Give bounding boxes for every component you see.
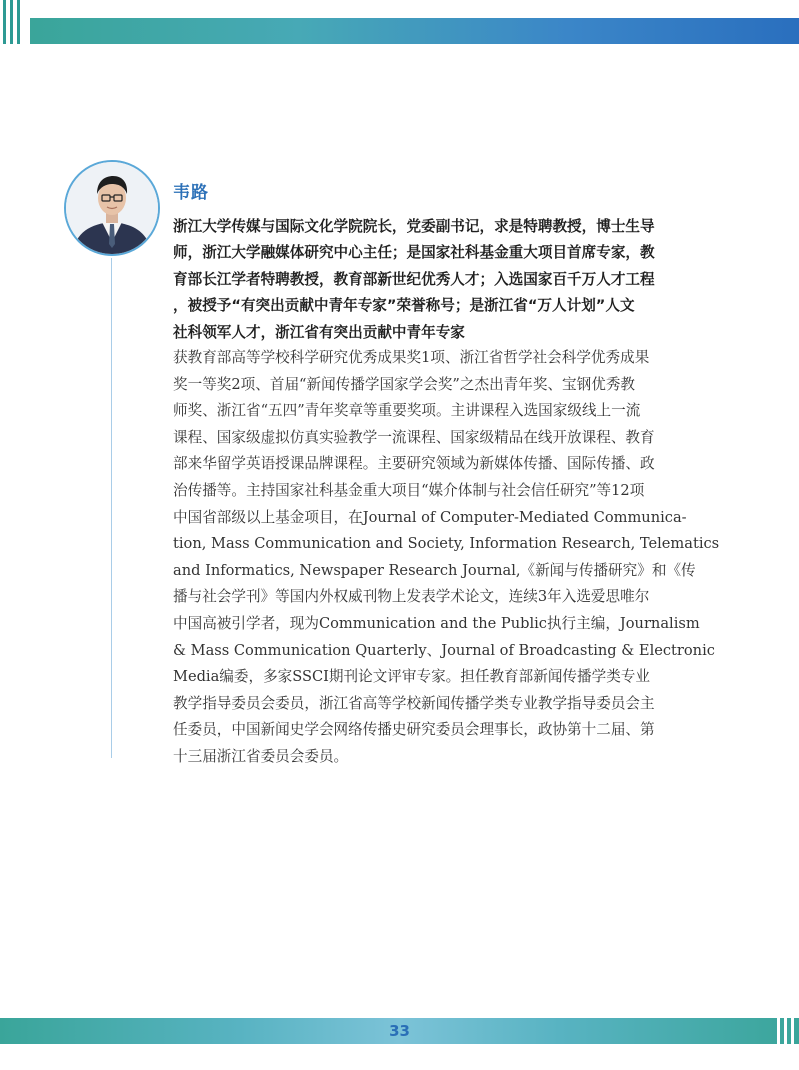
bio-line: & Mass Communication Quarterly、Journal of Broadcasting & Electronic xyxy=(173,641,715,659)
biography xyxy=(173,345,720,771)
bio-line: 师奖、浙江省“五四”青年奖章等重要奖项。主讲课程入选国家级线上一流 xyxy=(173,402,641,420)
bio-line: 课程、国家级虚拟仿真实验教学一流课程、国家级精品在线开放课程、教育 xyxy=(173,428,655,446)
bio-line: 教学指导委员会委员，浙江省高等学校新闻传播学类专业教学指导委员会主 xyxy=(173,694,655,712)
page-number: 33 xyxy=(389,1022,410,1040)
footer-stripe xyxy=(777,1018,780,1044)
footer-stripe xyxy=(791,1018,794,1044)
header-stripe xyxy=(17,0,20,44)
person-name: 韦路 xyxy=(173,183,209,203)
bio-line: tion, Mass Communication and Society, Information Research, Telematics xyxy=(173,535,720,553)
header-stripe xyxy=(10,0,13,44)
portrait-photo xyxy=(64,160,160,256)
title-summary xyxy=(173,214,693,346)
header-stripes xyxy=(0,0,30,44)
title-line: 育部长江学者特聘教授，教育部新世纪优秀人才；入选国家百千万人才工程 xyxy=(173,270,655,288)
footer-stripes xyxy=(769,1018,799,1044)
portrait-illustration xyxy=(66,162,158,254)
footer-stripe xyxy=(784,1018,787,1044)
bio-line: 播与社会学刊》等国内外权威刊物上发表学术论文，连续3年入选爱思唯尔 xyxy=(173,588,650,606)
bio-line: 十三届浙江省委员会委员。 xyxy=(173,747,349,765)
title-line: 浙江大学传媒与国际文化学院院长，党委副书记，求是特聘教授，博士生导 xyxy=(173,218,655,235)
bio-line: and Informatics, Newspaper Research Journal,《新闻与传播研究》和《传 xyxy=(173,561,696,579)
bio-line: 奖一等奖2项、首届“新闻传播学国家学会奖”之杰出青年奖、宝钢优秀教 xyxy=(173,375,636,393)
timeline-line xyxy=(111,258,112,758)
bio-line: 中国高被引学者，现为Communication and the Public执行主编，Journalism xyxy=(173,614,700,632)
bio-line: 获教育部高等学校科学研究优秀成果奖1项、浙江省哲学社会科学优秀成果 xyxy=(173,349,650,366)
bio-line: 部来华留学英语授课品牌课程。主要研究领域为新媒体传播、国际传播、政 xyxy=(173,455,655,473)
bio-line: Media编委，多家SSCI期刊论文评审专家。担任教育部新闻传播学类专业 xyxy=(173,668,650,686)
bio-line: 治传播等。主持国家社科基金重大项目“媒介体制与社会信任研究”等12项 xyxy=(173,481,645,499)
title-line: 社科领军人才，浙江省有突出贡献中青年专家 xyxy=(173,323,465,341)
header-stripe xyxy=(3,0,6,44)
bio-line: 中国省部级以上基金项目，在Journal of Computer-Mediated Communica- xyxy=(173,508,687,526)
title-line: 师，浙江大学融媒体研究中心主任；是国家社科基金重大项目首席专家，教 xyxy=(173,244,655,262)
bio-line: 任委员，中国新闻史学会网络传播史研究委员会理事长，政协第十二届、第 xyxy=(173,721,655,739)
header-band xyxy=(30,18,799,44)
title-line: ，被授予“有突出贡献中青年专家”荣誉称号；是浙江省“万人计划”人文 xyxy=(173,297,635,315)
